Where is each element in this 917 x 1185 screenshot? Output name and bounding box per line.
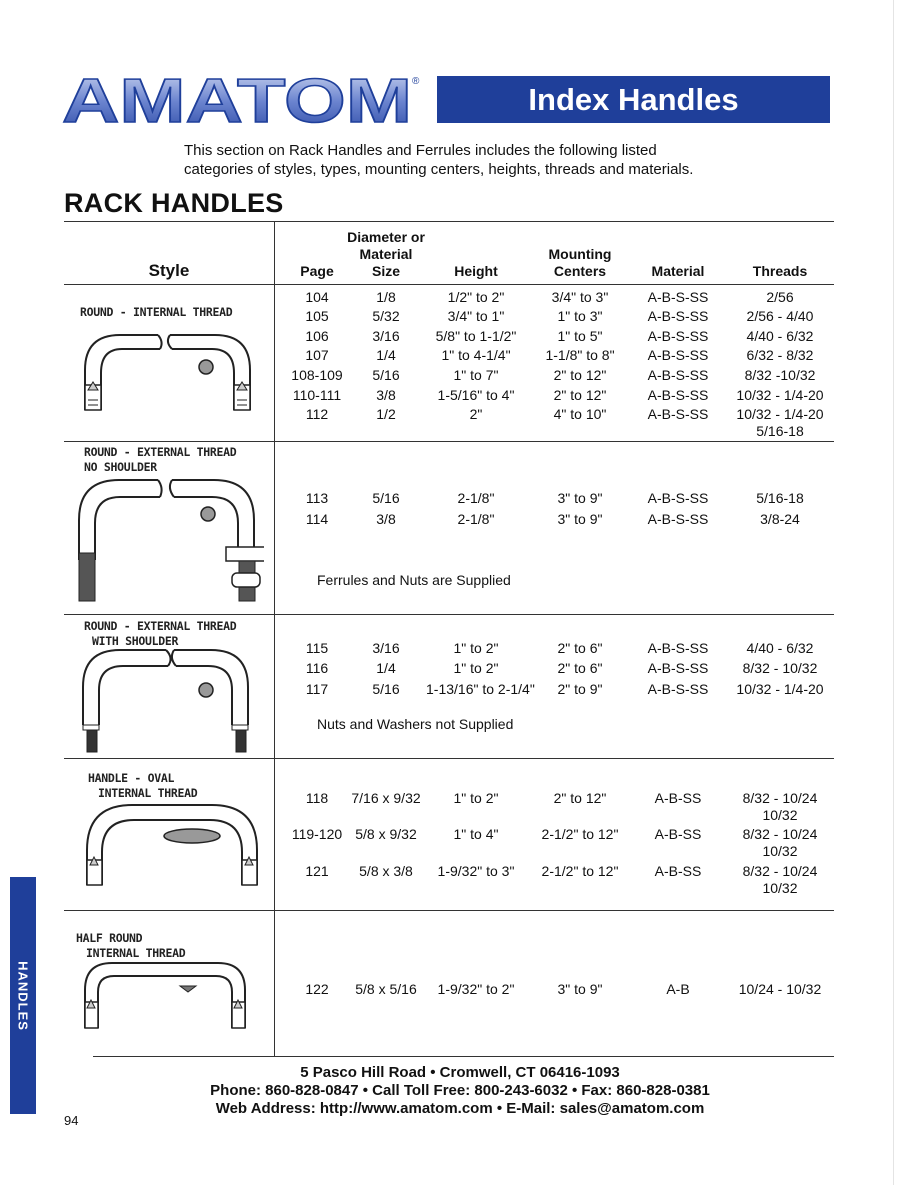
cell-threads: 8/32 - 10/24 (742, 790, 818, 806)
cell-height: 1" to 2" (453, 790, 499, 806)
cell-material: A-B-S-SS (647, 387, 709, 403)
cell-centers: 2" to 9" (557, 681, 603, 697)
cell-page: 110-111 (292, 387, 342, 403)
header-mounting (530, 246, 630, 280)
cell-page: 108-109 (291, 367, 343, 383)
cell-size: 5/16 (372, 367, 400, 383)
cell-height: 2" (469, 406, 483, 422)
section-title: RACK HANDLES (64, 188, 284, 218)
style-label-line: INTERNAL THREAD (98, 786, 198, 800)
logo-text: AMATOM (62, 70, 412, 130)
cell-size: 3/16 (372, 328, 400, 344)
oval-internal-thread-handle-illustration (82, 800, 262, 890)
group-note: Ferrules and Nuts are Supplied (317, 572, 511, 588)
cell-material: A-B-S-SS (647, 681, 709, 697)
cell-height: 1/2" to 2" (447, 289, 505, 305)
cell-page: 115 (305, 640, 329, 656)
cell-size: 7/16 x 9/32 (351, 790, 421, 806)
group-divider (64, 758, 834, 759)
cell-page: 119-120 (291, 826, 343, 842)
cell-size: 1/8 (376, 289, 396, 305)
header-style: Style (148, 261, 190, 280)
group-note: Nuts and Washers not Supplied (317, 716, 514, 732)
header-diameter-line2: Material (359, 246, 413, 262)
cell-threads-continued: 5/16-18 (756, 423, 804, 439)
cell-height: 1" to 4" (453, 826, 499, 842)
header-rule (64, 284, 834, 285)
style-label-1 (80, 305, 232, 320)
style-column-divider (274, 221, 275, 1056)
cell-centers: 1" to 5" (557, 328, 603, 344)
cell-material: A-B-S-SS (647, 640, 709, 656)
cell-height: 1-13/16" to 2-1/4" (426, 681, 535, 697)
cell-page: 106 (305, 328, 329, 344)
intro-line-2: categories of styles, types, mounting centers, heights, threads and materials. (184, 161, 694, 178)
style-label-4 (88, 771, 197, 801)
style-label-line: HANDLE - OVAL (88, 771, 175, 785)
cell-height: 1-5/16" to 4" (437, 387, 515, 403)
cell-centers: 2-1/2" to 12" (541, 826, 619, 842)
cell-material: A-B-S-SS (647, 490, 709, 506)
style-label-line: INTERNAL THREAD (86, 946, 186, 960)
cell-threads: 10/32 - 1/4-20 (736, 387, 824, 403)
cell-centers: 2" to 6" (557, 640, 603, 656)
header-diameter (336, 229, 436, 280)
cell-threads: 4/40 - 6/32 (746, 328, 814, 344)
cell-page: 118 (305, 790, 329, 806)
cell-threads-continued: 10/32 (762, 880, 798, 896)
header-mounting-line2: Centers (553, 263, 607, 279)
cell-material: A-B-S-SS (647, 511, 709, 527)
cell-threads: 10/32 - 1/4-20 (736, 406, 824, 422)
cell-centers: 3" to 9" (557, 981, 603, 997)
cell-centers: 1" to 3" (557, 308, 603, 324)
cell-size: 5/8 x 5/16 (355, 981, 417, 997)
cell-height: 1" to 4-1/4" (441, 347, 511, 363)
cell-height: 2-1/8" (457, 511, 495, 527)
cell-centers: 1-1/8" to 8" (545, 347, 615, 363)
header-diameter-line3: Size (371, 263, 400, 279)
cell-page: 112 (305, 406, 329, 422)
group-divider (64, 441, 834, 442)
cell-threads: 6/32 - 8/32 (746, 347, 814, 363)
cell-material: A-B-S-SS (647, 308, 709, 324)
style-label-line: ROUND - EXTERNAL THREAD (84, 445, 237, 459)
group-divider (64, 614, 834, 615)
header-height: Height (454, 263, 498, 279)
cell-material: A-B-SS (654, 826, 702, 842)
cell-threads: 2/56 (766, 289, 794, 305)
cell-size: 5/8 x 9/32 (355, 826, 417, 842)
cell-threads-continued: 10/32 (762, 843, 798, 859)
intro-text (184, 141, 784, 179)
cell-size: 5/8 x 3/8 (359, 863, 413, 879)
cell-centers: 3" to 9" (557, 511, 603, 527)
cell-material: A-B-S-SS (647, 660, 709, 676)
cell-material: A-B-SS (654, 790, 702, 806)
cell-threads: 5/16-18 (756, 490, 804, 506)
cell-material: A-B-S-SS (647, 347, 709, 363)
page-margin-line (893, 0, 894, 1185)
cell-centers: 3" to 9" (557, 490, 603, 506)
cell-size: 5/32 (372, 308, 400, 324)
cell-height: 1" to 7" (453, 367, 499, 383)
cell-height: 1" to 2" (453, 660, 499, 676)
cell-material: A-B-S-SS (647, 289, 709, 305)
cell-page: 113 (305, 490, 329, 506)
cell-material: A-B-SS (654, 863, 702, 879)
cell-threads: 8/32 - 10/32 (742, 660, 818, 676)
cell-threads: 8/32 - 10/24 (742, 863, 818, 879)
cell-material: A-B (666, 981, 690, 997)
header-mounting-line1: Mounting (548, 246, 612, 262)
registered-mark: ® (412, 76, 420, 87)
cell-page: 116 (305, 660, 329, 676)
cell-centers: 2" to 12" (553, 367, 607, 383)
footer-address: 5 Pasco Hill Road • Cromwell, CT 06416-1093 (300, 1064, 620, 1081)
header-material: Material (651, 263, 705, 279)
cell-centers: 2" to 12" (553, 790, 607, 806)
page-title: Index Handles (437, 76, 830, 123)
round-internal-thread-handle-illustration (80, 325, 260, 415)
cell-threads: 4/40 - 6/32 (746, 640, 814, 656)
style-label-line: WITH SHOULDER (92, 634, 179, 648)
cell-centers: 3/4" to 3" (551, 289, 609, 305)
table-bottom-rule (93, 1056, 834, 1057)
cell-size: 3/8 (376, 511, 396, 527)
cell-height: 1" to 2" (453, 640, 499, 656)
cell-page: 121 (305, 863, 329, 879)
cell-threads-continued: 10/32 (762, 807, 798, 823)
cell-material: A-B-S-SS (647, 406, 709, 422)
style-label-line: HALF ROUND (76, 931, 143, 945)
cell-size: 5/16 (372, 681, 400, 697)
cell-page: 114 (305, 511, 329, 527)
cell-threads: 10/24 - 10/32 (738, 981, 822, 997)
cell-page: 105 (305, 308, 329, 324)
cell-size: 3/8 (376, 387, 396, 403)
amatom-logo (62, 70, 422, 130)
style-label-5 (76, 931, 185, 961)
cell-material: A-B-S-SS (647, 328, 709, 344)
header-threads: Threads (752, 263, 808, 279)
cell-material: A-B-S-SS (647, 367, 709, 383)
round-external-thread-with-shoulder-illustration (78, 645, 258, 755)
cell-page: 122 (305, 981, 329, 997)
group-divider (64, 910, 834, 911)
style-label-line: ROUND - EXTERNAL THREAD (84, 619, 237, 633)
cell-size: 3/16 (372, 640, 400, 656)
cell-height: 1-9/32" to 3" (437, 863, 515, 879)
cell-size: 5/16 (372, 490, 400, 506)
cell-threads: 2/56 - 4/40 (746, 308, 814, 324)
header-diameter-line1: Diameter or (347, 229, 425, 245)
cell-centers: 2-1/2" to 12" (541, 863, 619, 879)
cell-threads: 3/8-24 (760, 511, 800, 527)
cell-centers: 2" to 12" (553, 387, 607, 403)
footer-web: Web Address: http://www.amatom.com • E-Mail: sales@amatom.com (215, 1100, 705, 1117)
cell-height: 2-1/8" (457, 490, 495, 506)
cell-height: 3/4" to 1" (447, 308, 505, 324)
cell-page: 104 (305, 289, 329, 305)
cell-size: 1/4 (376, 347, 396, 363)
cell-page: 117 (305, 681, 329, 697)
intro-line-1: This section on Rack Handles and Ferrules includes the following listed (184, 142, 657, 159)
cell-threads: 8/32 - 10/24 (742, 826, 818, 842)
style-label-2 (84, 445, 236, 475)
cell-threads: 10/32 - 1/4-20 (736, 681, 824, 697)
cell-threads: 8/32 -10/32 (744, 367, 816, 383)
cell-height: 1-9/32" to 2" (437, 981, 515, 997)
cell-centers: 2" to 6" (557, 660, 603, 676)
footer-phones: Phone: 860-828-0847 • Call Toll Free: 800-243-6032 • Fax: 860-828-0381 (210, 1082, 710, 1099)
cell-size: 1/2 (376, 406, 396, 422)
cell-height: 5/8" to 1-1/2" (435, 328, 517, 344)
cell-page: 107 (305, 347, 329, 363)
cell-centers: 4" to 10" (553, 406, 607, 422)
table-top-rule (64, 221, 834, 222)
header-page: Page (300, 263, 334, 279)
page-number: 94 (64, 1113, 79, 1128)
style-label-line: ROUND - INTERNAL THREAD (80, 305, 233, 319)
half-round-internal-thread-handle-illustration (80, 960, 250, 1032)
round-external-thread-no-shoulder-illustration (74, 475, 264, 605)
cell-size: 1/4 (376, 660, 396, 676)
style-label-line: NO SHOULDER (84, 460, 157, 474)
section-side-tab (10, 877, 36, 1114)
side-tab-label: HANDLES (15, 960, 31, 1031)
